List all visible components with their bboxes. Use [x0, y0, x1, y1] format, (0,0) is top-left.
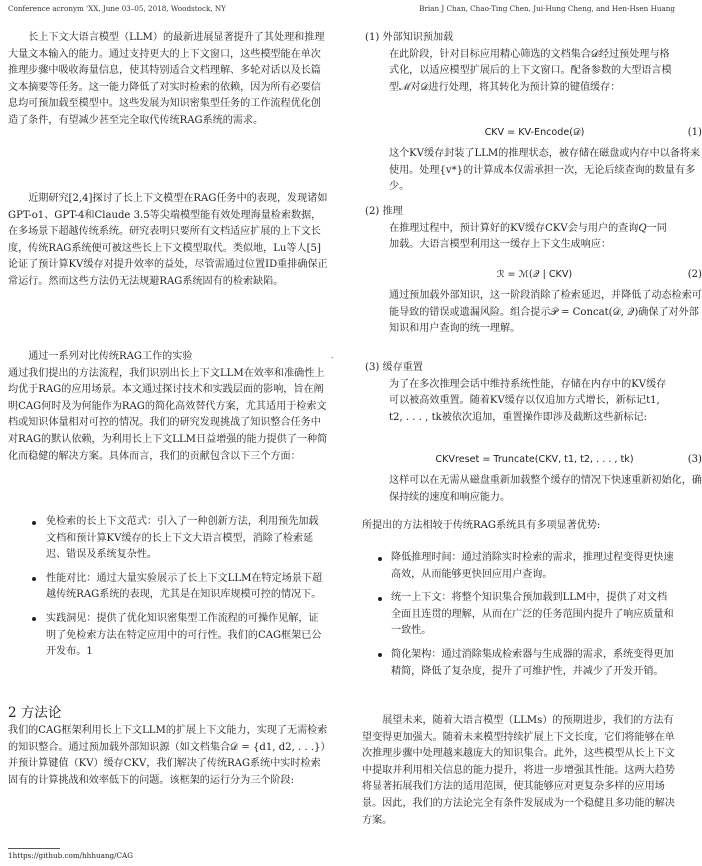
step-heading: (2) 推理: [365, 206, 403, 217]
equation-3: [362, 450, 702, 471]
contributions-list: [8, 514, 328, 661]
step-inference: [362, 204, 675, 254]
running-header-left: Conference acronym 'XX, June 03–05, 2018, Woodstock, NY: [8, 4, 226, 13]
intro-paragraph-1: 长上下文大语言模型（LLM）的最新进展显著提升了其处理和推理大量文本输入的能力。通过支持更大的上下文窗口，这些模型能在单次推理步骤中吸收海量信息，使其特别适合文档理解、多轮对话以及长篇文本摘要等任务。这一能力降低了对实时检索的依赖，因为所有必要信息均可预加载至模型中。这些发展为知识密集型任务的工作流程优化创造了条件，有望减少甚至完全取代传统RAG系统的需求。: [8, 32, 325, 126]
advantages-list: [362, 550, 675, 680]
equation-expression: CKV = KV-Encode(𝒟): [484, 127, 585, 139]
list-item: 性能对比：通过大量实验展示了长上下文LLM在特定场景下超越传统RAG系统的表现，尤其是在知识库规模可控的情况下。: [8, 571, 328, 604]
footnote: 1https://github.com/hhhuang/CAG: [8, 851, 133, 860]
step-body: 这样可以在无需从磁盘重新加载整个缓存的情况下快速重新初始化，确保持续的速度和响应能力。: [389, 475, 702, 503]
equation-number: (1): [687, 127, 702, 139]
equation-expression: ℛ = ℳ(𝒬 | CKV): [496, 269, 573, 281]
list-item: 降低推理时间：通过消除实时检索的需求，推理过程变得更快速高效，从而能够更快回应用户查询。: [362, 550, 675, 583]
margin-mark: -: [331, 353, 334, 362]
list-item: 统一上下文：将整个知识集合预加载到LLM中，提供了对文档全面且连贯的理解，从而在广泛的任务范围内提升了响应质量和一致性。: [362, 590, 675, 640]
step-body: 在此阶段，针对目标应用精心筛选的文档集合𝒟经过预处理与格式化，以适应模型扩展后的上下文窗口。配备参数的大型语言模型ℳ对𝒟进行处理，将其转化为预计算的键值缓存：: [389, 48, 672, 93]
step-heading: (3) 缓存重置: [365, 362, 423, 373]
advantages-intro: 所提出的方法相较于传统RAG系统具有多项显著优势:: [362, 520, 601, 531]
step-body: 通过预加载外部知识，这一阶段消除了检索延迟，并降低了动态检索可能导致的错误或遗漏风险。组合提示𝒫 = Concat(𝒟, 𝒬)确保了对外部知识和用户查询的统一理解。: [389, 290, 702, 335]
paragraph-lead-title: 通过一系列对比传统RAG工作的实验: [28, 351, 193, 362]
equation-number: (3): [687, 454, 702, 466]
paragraph-body: 通过我们提出的方法流程，我们识别出长上下文LLM在效率和准确性上均优于RAG的应用场景。本文通过探讨技术和实践层面的影响，旨在阐明CAG何时及为何能作为RAG的简化高效替代方案，尤其适用于检索文档或知识体量相对可控的情况。我们的研究发现挑战了知识整合任务中对RAG的默认依赖，为利用长上下文LLM日益增强的能力提供了一种简化而稳健的解决方案。具体而言，我们的贡献包含以下三个方面：: [8, 367, 328, 462]
equation-1: [362, 123, 702, 144]
section-heading: 2 方法论: [8, 705, 62, 721]
running-header-right: Brian J Chan, Chao-Ting Chen, Jui-Hung Cheng, and Hen-Hsen Huang: [419, 4, 675, 13]
equation-number: (2): [687, 269, 702, 281]
step-preload: [362, 30, 675, 96]
step-body: 为了在多次推理会话中维持系统性能，存储在内存中的KV缓存可以被高效重置。随着KV缓存以仅追加方式增长，新标记t1, t2, . . . , tk被依次追加，重置操作即涉及截断这些新标记:: [389, 378, 667, 423]
step-heading: (1) 外部知识预加载: [365, 32, 454, 43]
intro-paragraph-3: [8, 349, 328, 465]
list-item: 实践洞见：提供了优化知识密集型工作流程的可操作见解，证明了免检索方法在特定应用中的可行性。我们的CAG框架已公开发布。1: [8, 611, 328, 661]
list-item: 免检索的长上下文范式：引入了一种创新方法，利用预先加载文档和预计算KV缓存的长上下文大语言模型，消除了检索延迟、错误及系统复杂性。: [8, 514, 328, 564]
list-item: 简化架构：通过消除集成检索器与生成器的需求，系统变得更加精简，降低了复杂度，提升了可维护性，并减少了开发开销。: [362, 647, 675, 680]
step-body: 这个KV缓存封装了LLM的推理状态，被存储在磁盘或内存中以备将来使用。处理{v*}的计算成本仅需承担一次，无论后续查询的数量有多少。: [389, 148, 701, 193]
step-body: 在推理过程中，预计算好的KV缓存CKV会与用户的查询𝑄一同加载。大语言模型利用这一缓存上下文生成响应：: [389, 222, 667, 251]
footnote-rule: [8, 848, 60, 849]
outlook-paragraph: 展望未来，随着大语言模型（LLMs）的预期进步，我们的方法有望变得更加强大。随着未来模型持续扩展上下文长度，它们将能够在单次推理步骤中处理越来越庞大的知识集合。此外，这些模型从长上下文中提取并利用相关信息的能力提升，将进一步增强其性能。这两大趋势将显著拓展我们方法的适用范围，使其能够应对更复杂多样的应用场景。因此，我们的方法论完全有条件发展成为一个稳健且多功能的解决方案。: [362, 715, 675, 826]
methodology-paragraph: 我们的CAG框架利用长上下文LLM的扩展上下文能力，实现了无需检索的知识整合。通过预加载外部知识源（如文档集合𝒟 = {d1, d2, . . .}）并预计算键值（KV）缓存CKV，我们解决了传统RAG系统中实时检索固有的计算挑战和效率低下的问题。该框架的运行分为三个阶段:: [8, 725, 328, 786]
step-cache-reset: [362, 360, 675, 426]
intro-paragraph-2: 近期研究[2,4]探讨了长上下文模型在RAG任务中的表现，发现诸如GPT-o1、GPT-4和Claude 3.5等尖端模型能有效处理海量检索数据，在多场景下超越传统系统。研究表明只要所有文档适应扩展的上下文长度，传统RAG系统便可被这些长上下文模型取代。类似地，Lu等人[5]论证了预计算KV缓存对提升效率的益处，尽管需通过位置ID重排确保正常运行。然而这些方法仍无法规避RAG系统固有的检索缺陷。: [8, 193, 328, 287]
equation-2: [362, 265, 702, 286]
equation-expression: CKVreset = Truncate(CKV, t1, t2, . . . , tk): [435, 454, 634, 466]
